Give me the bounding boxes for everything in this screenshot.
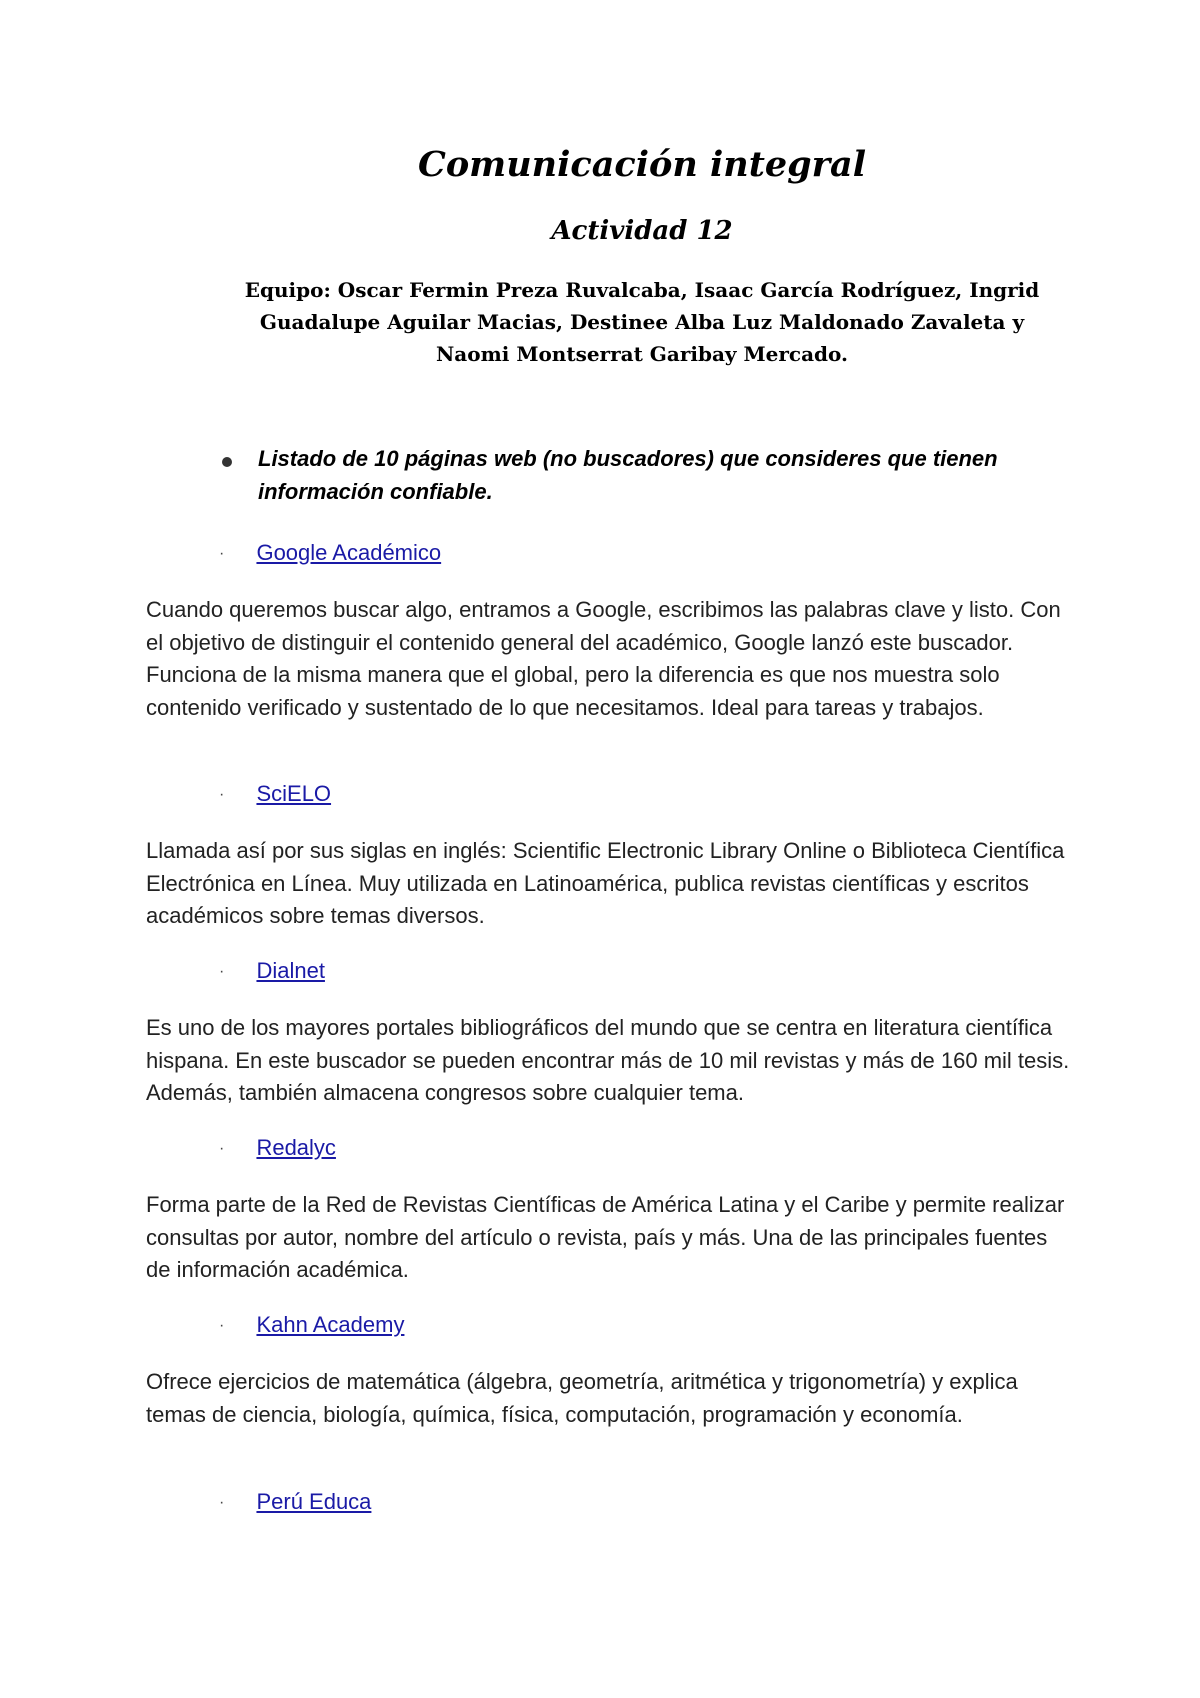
- site-link-row: [219, 1487, 371, 1517]
- list-marker: ·: [219, 545, 225, 563]
- site-description: Llamada así por sus siglas en inglés: Scientific Electronic Library Online o Biblioteca Científica Electrónica en Línea. Muy utilizada en Latinoamérica, publica revistas científicas y escritos académicos sobre temas diversos.: [146, 838, 1065, 928]
- team-members: Equipo: Oscar Fermin Preza Ruvalcaba, Isaac García Rodríguez, Ingrid Guadalupe Aguilar Macias, Destinee Alba Luz Maldonado Zavaleta y Naomi Montserrat Garibay Mercado.: [244, 278, 1040, 366]
- list-marker: ·: [219, 786, 225, 804]
- site-link-row: [219, 779, 331, 809]
- site-description: Cuando queremos buscar algo, entramos a Google, escribimos las palabras clave y listo. Con el objetivo de distinguir el contenido general del académico, Google lanzó este buscador. Funciona de la misma manera que el global, pero la diferencia es que nos muestra solo contenido verificado y sustentado de lo que necesitamos. Ideal para tareas y trabajos.: [146, 597, 1061, 720]
- bullet-heading: Listado de 10 páginas web (no buscadores) que consideres que tienen información confiable.: [258, 446, 998, 504]
- site-link-row: [219, 1310, 404, 1340]
- site-link-row: [219, 956, 325, 986]
- document-subtitle: Actividad 12: [551, 216, 733, 246]
- document-title: Comunicación integral: [417, 144, 867, 185]
- list-marker: ·: [219, 1317, 225, 1335]
- site-link-peru-educa[interactable]: Perú Educa: [256, 1489, 372, 1514]
- list-marker: ·: [219, 963, 225, 981]
- site-link-row: [219, 538, 441, 568]
- list-marker: ·: [219, 1140, 225, 1158]
- site-link-dialnet[interactable]: Dialnet: [256, 958, 325, 983]
- site-description: Forma parte de la Red de Revistas Científicas de América Latina y el Caribe y permite realizar consultas por autor, nombre del artículo o revista, país y más. Una de las principales fuentes de información académica.: [146, 1192, 1065, 1282]
- site-link-row: [219, 1133, 336, 1163]
- site-link-scielo[interactable]: SciELO: [256, 781, 332, 806]
- list-marker: ·: [219, 1494, 225, 1512]
- site-description: Ofrece ejercicios de matemática (álgebra, geometría, aritmética y trigonometría) y explica temas de ciencia, biología, química, física, computación, programación y economía.: [146, 1369, 1018, 1427]
- site-link-redalyc[interactable]: Redalyc: [256, 1135, 336, 1160]
- bullet-icon: [222, 457, 232, 467]
- site-link-google-academico[interactable]: Google Académico: [256, 540, 442, 565]
- site-description: Es uno de los mayores portales bibliográficos del mundo que se centra en literatura científica hispana. En este buscador se pueden encontrar más de 10 mil revistas y más de 160 mil tesis. Además, también almacena congresos sobre cualquier tema.: [146, 1015, 1070, 1105]
- site-link-kahn-academy[interactable]: Kahn Academy: [256, 1312, 405, 1337]
